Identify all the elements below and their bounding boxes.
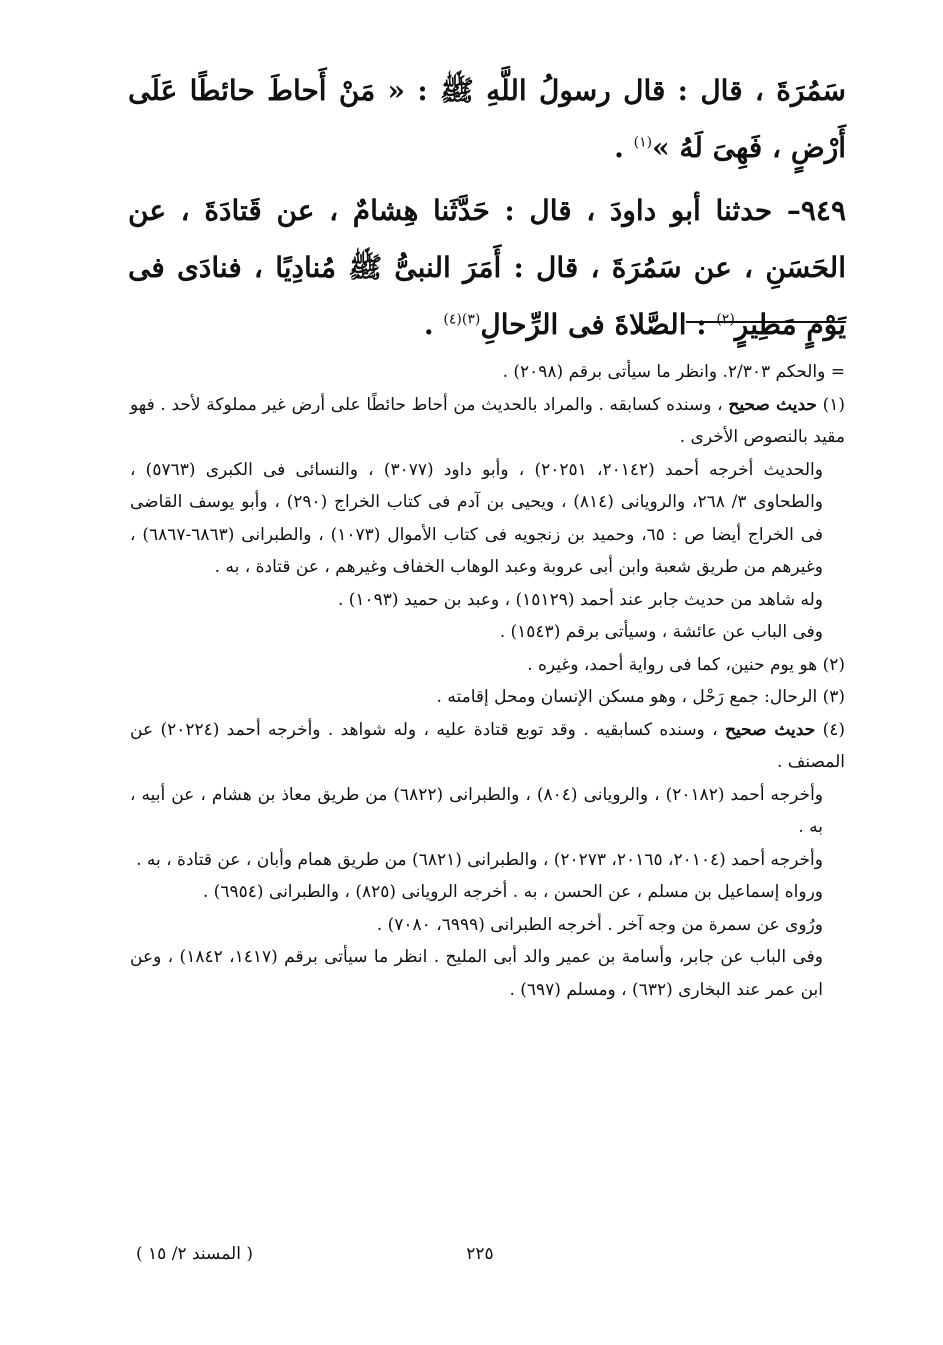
footnote-text: ورواه إسماعيل بن مسلم ، عن الحسن ، به . أخرجه الرويانى (٨٢٥) ، والطبرانى (٦٩٥٤) .	[202, 882, 823, 902]
footnote-ref-3: (٣)	[461, 311, 481, 328]
footnote-text: (٣) الرحال: جمع رَحْل ، وهو مسكن الإنسان ومحل إقامته .	[436, 687, 845, 707]
footnote-marker: (١)	[816, 394, 845, 415]
hadith-number: ٩٤٩	[800, 194, 846, 227]
footnote-paragraph	[130, 714, 845, 779]
footnote-ref-4: (٤)	[443, 311, 462, 328]
footnote-paragraph	[130, 909, 845, 942]
footnotes	[130, 356, 845, 1006]
footnote-text: ، وسنده كسابقه . والمراد بالحديث من أحاط حائطًا على أرض غير مملوكة لأحد . فهو مقيد بالنصوص الأخرى .	[130, 394, 845, 447]
grading-label: حديث صحيح	[724, 719, 816, 740]
footnote-text: ، وسنده كسابقيه . وقد توبع قتادة عليه ، وله شواهد . وأخرجه أحمد (٢٠٢٢٤) عن المصنف .	[130, 719, 845, 772]
hadith-end: .	[423, 308, 444, 341]
footnote-paragraph	[130, 681, 845, 714]
footnote-text: = والحكم ٢/٣٠٣. وانظر ما سيأتى برقم (٢٠٩٨) .	[502, 362, 845, 382]
footnote-text: وله شاهد من حديث جابر عند أحمد (١٥١٢٩) ، وعبد بن حميد (١٠٩٣) .	[337, 589, 823, 610]
footnote-paragraph	[130, 616, 845, 649]
footnote-paragraph	[130, 584, 845, 617]
footnote-paragraph	[130, 876, 845, 909]
footnote-paragraph	[130, 389, 845, 454]
hadith-text-1: – حدثنا أبو داودَ ، قال : حَدَّثَنا هِشامٌ ، عن قَتادَةَ ، عن الحَسَنِ ، عن سَمُرَةَ ، قال : أَمَرَ النبىُّ ﷺ مُنادِيًا ، فنادَى فى يَوْمٍ مَطِيرٍ	[128, 194, 846, 341]
grading-label: حديث صحيح	[728, 394, 817, 415]
footnote-paragraph	[130, 454, 845, 584]
footnote-separator	[686, 321, 846, 323]
hadith-text-2: : الصَّلاةَ فى الرِّحالِ	[480, 308, 717, 341]
page-number: ٢٢٥	[466, 1244, 494, 1264]
footnote-ref-2: (٢)	[716, 311, 735, 328]
hadith-949	[128, 182, 846, 353]
main-line-1-end: .	[614, 131, 634, 164]
footnote-paragraph	[130, 356, 845, 389]
footnote-paragraph	[130, 779, 845, 844]
footnote-text: وأخرجه أحمد (٢٠١٠٤، ٢٠١٦٥، ٢٠٢٧٣) ، والطبرانى (٦٨٢١) من طريق همام وأبان ، عن قتادة ، به .	[136, 849, 823, 870]
volume-reference: ( المسند ٢/ ١٥ )	[136, 1244, 253, 1264]
footnote-paragraph	[130, 844, 845, 877]
footnote-text: (٢) هو يوم حنين، كما فى رواية أحمد، وغيره .	[527, 654, 845, 675]
footnote-paragraph	[130, 649, 845, 682]
main-text	[128, 62, 846, 353]
page-footer	[0, 1244, 943, 1284]
footnote-text: وفى الباب عن عائشة ، وسيأتى برقم (١٥٤٣) .	[499, 622, 823, 642]
footnote-marker: (٤)	[815, 719, 845, 740]
footnote-text: وأخرجه أحمد (٢٠١٨٢) ، والرويانى (٨٠٤) ، والطبرانى (٦٨٢٢) من طريق معاذ بن هشام ، عن أبيه ، به .	[130, 784, 823, 837]
footnote-ref-1: (١)	[633, 134, 653, 151]
main-line-1-text: سَمُرَةَ ، قال : قال رسولُ اللَّهِ ﷺ : « مَنْ أَحاطَ حائطًا عَلَى أَرْضٍ ، فَهِىَ لَهُ »	[128, 74, 846, 164]
main-line-1	[128, 62, 846, 176]
footnote-text: وفى الباب عن جابر، وأسامة بن عمير والد أبى المليح . انظر ما سيأتى برقم (١٤١٧، ١٨٤٢) ، وعن ابن عمر عند البخارى (٦٣٢) ، ومسلم (٦٩٧) .	[130, 947, 823, 1000]
footnote-text: ورُوى عن سمرة من وجه آخر . أخرجه الطبرانى (٦٩٩٩، ٧٠٨٠) .	[376, 914, 823, 935]
footnote-paragraph	[130, 941, 845, 1006]
footnote-text: والحديث أخرجه أحمد (٢٠١٤٢، ٢٠٢٥١) ، وأبو داود (٣٠٧٧) ، والنسائى فى الكبرى (٥٧٦٣) ، والطحاوى ٣/ ٢٦٨، والرويانى (٨١٤) ، ويحيى بن آدم فى كتاب الخراج (٢٩٠) ، وأبو يوسف القاضى فى الخراج أيضا ص : ٦٥، وحميد بن زنجويه فى كتاب الأموال (١٠٧٣) ، والطبرانى (٦٨٦٣-٦٨٦٧) ، وغيرهم من طريق شعبة وابن أبى عروبة وعبد الوهاب الخفاف وغيرهم ، عن قتادة ، به .	[130, 459, 824, 577]
